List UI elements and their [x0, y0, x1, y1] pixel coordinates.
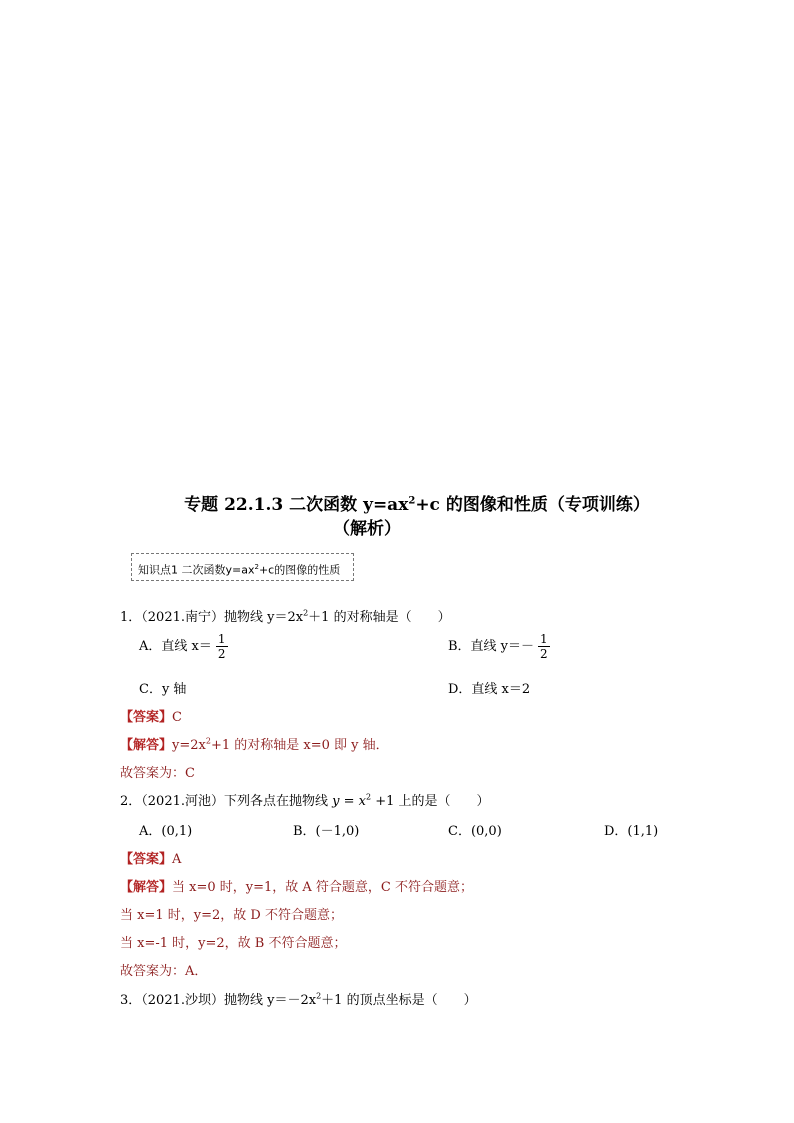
answer-value: C [172, 710, 182, 725]
q1-sup: 2 [303, 608, 309, 618]
q1-answer [120, 706, 182, 725]
knowledge-point-box [131, 553, 354, 581]
explanation-text: 当 x=0 时，y=1，故 A 符合题意，C 不符合题意； [172, 880, 474, 895]
fraction-denominator: 2 [540, 647, 548, 661]
title-text-end: +c 的图像和性质（专项训练） [415, 495, 650, 515]
knowledge-sup: 2 [254, 563, 259, 571]
answer-label: 【答案】 [120, 852, 173, 867]
q1-option-a-text: A．直线 x＝ [139, 639, 212, 654]
q2-option-a: A．(0,1) [139, 824, 193, 839]
q2-explanation-line-3: 当 x=-1 时，y=2，故 B 不符合题意； [120, 936, 347, 951]
title-text: 专题 22.1.3 二次函数 y=ax [184, 495, 409, 515]
page-title [20, 490, 794, 515]
q1-option-b-text: B．直线 y＝－ [448, 639, 535, 654]
page-subtitle: （解析） [333, 519, 401, 539]
math-eq: = [339, 794, 359, 809]
math-y: y [332, 794, 340, 809]
q1-option-d: D．直线 x＝2 [448, 682, 531, 697]
fraction [538, 632, 550, 661]
title-superscript: 2 [408, 495, 416, 507]
explanation-label: 【解答】 [120, 738, 173, 753]
math-x: x [358, 794, 366, 809]
q2-final-answer: 故答案为：A． [120, 964, 208, 979]
q3-text: 3．（2021.沙坝）抛物线 y＝－2x [120, 993, 317, 1008]
math-sup: 2 [366, 792, 372, 802]
q1-option-c: C．y 轴 [139, 682, 187, 697]
math-post: +1 [371, 794, 395, 809]
q2-option-b: B．(－1,0) [293, 824, 360, 839]
knowledge-text: 知识点1 二次函数y=ax [138, 563, 255, 577]
q2-text: 2．（2021.河池）下列各点在抛物线 [120, 794, 333, 809]
question-2 [120, 790, 490, 809]
q2-explanation-line-2: 当 x=1 时，y=2，故 D 不符合题意； [120, 908, 343, 923]
q3-text-end: ＋1 的顶点坐标是（ ） [321, 993, 477, 1008]
q3-sup: 2 [316, 991, 322, 1001]
fraction-denominator: 2 [217, 647, 226, 661]
q1-final-answer: 故答案为：C [120, 766, 195, 781]
explanation-label: 【解答】 [120, 880, 173, 895]
q2-option-c: C．(0,0) [448, 824, 502, 839]
q2-explanation [120, 876, 473, 895]
q1-explanation [120, 734, 389, 753]
answer-label: 【答案】 [120, 710, 173, 725]
question-3 [120, 989, 477, 1008]
q2-text-end: 上的是（ ） [394, 794, 490, 809]
knowledge-text-end: +c的图像的性质 [258, 563, 341, 577]
question-1 [120, 606, 451, 625]
explanation-text-end: +1 的对称轴是 x=0 即 y 轴． [210, 738, 389, 753]
q1-text: 1．（2021.南宁）抛物线 y＝2x [120, 610, 304, 625]
fraction-numerator: 1 [540, 632, 548, 646]
q2-option-d: D．(1,1) [604, 824, 659, 839]
q1-option-b [448, 632, 550, 661]
fraction-numerator: 1 [217, 632, 226, 646]
q2-answer [120, 848, 181, 867]
q1-text-end: ＋1 的对称轴是（ ） [308, 610, 451, 625]
answer-value: A [172, 852, 182, 867]
q1-option-a [139, 632, 228, 661]
explanation-sup: 2 [205, 736, 211, 746]
fraction [216, 632, 228, 661]
explanation-text: y=2x [172, 738, 206, 753]
